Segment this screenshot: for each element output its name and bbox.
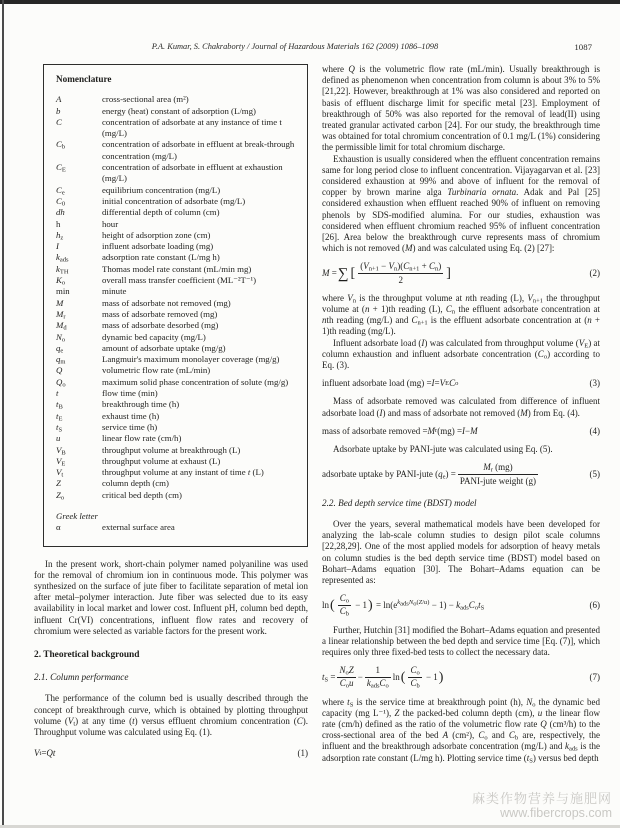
nomenclature-definition: critical bed depth (cm): [102, 489, 182, 500]
equation-1: [34, 748, 308, 759]
nomenclature-symbol: α: [56, 522, 61, 533]
influent-load-paragraph: Influent adsorbate load (I) was calculated from throughput volume $(V_E)$ at column exhaustion and influent adsorbate concentration $(C_o)$ according to Eq. (3).: [322, 337, 600, 371]
nomenclature-row: [56, 252, 295, 263]
equation-2-lhs: M =: [322, 268, 337, 279]
equation-5: [322, 462, 600, 486]
nomenclature-definition: mass of adsorbate removed (mg): [102, 308, 218, 319]
nomenclature-row: [56, 411, 295, 422]
nomenclature-definition: height of adsorption zone (cm): [102, 229, 211, 240]
fraction-denominator: PANI-jute weight (g): [459, 475, 537, 486]
nomenclature-row: [56, 106, 295, 117]
equation-5-fraction: [458, 462, 538, 486]
nomenclature-symbol: $M_r$: [56, 308, 66, 321]
nomenclature-definition: Langmuir's maximum monolayer coverage (mg/g): [102, 354, 280, 365]
nomenclature-row: [56, 388, 295, 399]
nomenclature-row: [56, 196, 295, 207]
nomenclature-row: [56, 490, 295, 501]
watermark-chinese-text: 麻类作物营养与施肥网: [471, 791, 612, 806]
nomenclature-row: [56, 117, 295, 140]
section-2-heading: 2. Theoretical background: [34, 650, 140, 660]
nomenclature-row: [56, 230, 295, 241]
nomenclature-symbol: $t_B$: [56, 399, 63, 411]
nomenclature-row: [56, 207, 295, 218]
equation-3: [322, 378, 600, 389]
scan-border-left: [2, 0, 4, 828]
nomenclature-symbol: $M_d$: [56, 320, 67, 332]
scan-border-top: [0, 0, 620, 4]
sigma-symbol: ∑: [337, 266, 349, 283]
nomenclature-row: [56, 354, 295, 365]
nomenclature-definition: minute: [102, 286, 127, 297]
page-number: 1087: [574, 42, 592, 52]
nomenclature-definition: cross-sectional area (m²): [102, 94, 189, 105]
nomenclature-row: [56, 377, 295, 388]
fraction-numerator: $C_o$: [410, 665, 420, 677]
nomenclature-row: [56, 94, 295, 105]
uptake-paragraph: Adsorbate uptake by PANI-jute was calculated using Eq. (5).: [333, 444, 553, 455]
equation-7-lhs: $t_S$ =: [322, 671, 336, 684]
nomenclature-row: [56, 139, 295, 162]
nomenclature-row: [56, 264, 295, 275]
nomenclature-definition: exhaust time (h): [102, 410, 160, 421]
nomenclature-definition: throughput volume at exhaust (L): [102, 455, 221, 466]
minus-operator: −: [357, 671, 363, 682]
watermark: [472, 792, 612, 820]
left-paren: (: [330, 597, 335, 613]
nomenclature-definition: external surface area: [102, 522, 175, 533]
nomenclature-row: [56, 422, 295, 433]
equation-5-body: [322, 462, 540, 486]
nomenclature-definition: service time (h): [102, 421, 158, 432]
equation-2-fraction: [358, 261, 443, 285]
hutchin-paragraph: Further, Hutchin [31] modified the Bohart–Adams equation and presented a linear relationship between the bed depth and service time [Eq. (7)], which requires only three fixed-bed tests to collect the necessary data.: [322, 624, 600, 657]
right-bracket: ]: [446, 266, 451, 282]
nomenclature-row: [56, 162, 295, 185]
ln-operator: ln: [322, 599, 330, 610]
nomenclature-symbol: C: [56, 116, 62, 127]
nomenclature-definition: differential depth of column (cm): [102, 207, 220, 218]
left-column: [34, 64, 308, 766]
nomenclature-definition: column depth (cm): [102, 478, 169, 489]
running-head-citation: P.A. Kumar, S. Chakraborty / Journal of Hazardous Materials 162 (2009) 1086–1098: [151, 42, 439, 51]
nomenclature-symbol: $q_e$: [56, 342, 64, 355]
fraction-denominator: $k_{ads}C_o$: [366, 678, 389, 690]
equation-3-number: (3): [589, 378, 600, 389]
nomenclature-symbol: I: [56, 241, 59, 252]
left-bracket: [: [350, 266, 356, 282]
nomenclature-definition: volumetric flow rate (mL/min): [102, 365, 211, 376]
equation-6: [322, 593, 600, 617]
nomenclature-row: [56, 275, 295, 286]
nomenclature-symbol: b: [56, 105, 61, 116]
nomenclature-symbol: $V_t$: [56, 467, 64, 479]
equation-7-post: − 1: [423, 671, 438, 682]
equation-2: [322, 261, 600, 285]
exhaustion-paragraph: Exhaustion is usually considered when the effluent concentration remains same for long period close to influent concentration. Vijayagarvan et al. [23] considered exhaustion at 99% and above of influent for the removal of copper by brown marine alga Turbinaria ornata. Adak and Pal [25] considered exhaustion when effluent reached 90% of influent on removing phenols by SDS-modified alumina. For our studies, exhaustion was considered when effluent chromium reached 95% of influent concentration [26]. Area below the breakthrough curve represents mass of chromium which is not removed (M) and was calculated using Eq. (2) [27]:: [322, 153, 600, 254]
nomenclature-symbol: min: [56, 286, 70, 297]
nomenclature-definition: throughput volume at breakthrough (L): [102, 444, 241, 455]
nomenclature-definition: hour: [102, 218, 119, 229]
nomenclature-row: [56, 445, 295, 456]
equation-4-number: (4): [589, 425, 600, 436]
section-2-1-heading: 2.1. Column performance: [34, 672, 129, 683]
nomenclature-definition: concentration of adsorbate at any instance of time t (mg/L): [102, 116, 282, 139]
fraction-numerator: $C_o$: [339, 593, 349, 605]
nomenclature-row: [56, 456, 295, 467]
bdst-intro-paragraph: Over the years, several mathematical models have been developed for analyzing the lab-scale column studies to design pilot scale columns [22,28,29]. One of the most applied models for adsorption of heavy metals on column studies is the bed depth service time (BDST) model based on Bohart–Adams equation [30]. The Bohart–Adams equation can be represented as:: [322, 518, 600, 585]
fraction-numerator: $N_oZ$: [339, 665, 354, 677]
nomenclature-row: [56, 320, 295, 331]
equation-5-number: (5): [589, 468, 600, 479]
nomenclature-symbol: Q: [56, 365, 63, 376]
nomenclature-symbol: $C_b$: [56, 139, 66, 151]
nomenclature-symbol: $V_B$: [56, 444, 66, 456]
nomenclature-definition: adsorption rate constant (L/mg h): [102, 252, 220, 263]
intro-paragraph: In the present work, short-chain polymer named polyaniline was used for the removal of chromium ion in continuous mode. This polymer was synthesized on the surface of jute fiber to facilitate separation of metal ion after metal–polymer interaction. Jute fiber was selected due to its easy availability in local market and lower cost. Influent pH, column bed depth, influent Cr(VI) concentrations, influent flow rates and recovery of chromium were selected as variable factors for the present work.: [34, 558, 308, 636]
nomenclature-row: [56, 185, 295, 196]
equation-7-body: [322, 665, 444, 689]
fraction-denominator: $C_ou$: [339, 678, 354, 690]
nomenclature-row: [56, 286, 295, 297]
equation-2-body: [322, 261, 452, 285]
nomenclature-symbol: $t_S$: [56, 421, 63, 434]
nomenclature-definition: linear flow rate (cm/h): [102, 433, 182, 444]
greek-letter-header: Greek letter: [56, 510, 98, 521]
nomenclature-row: [56, 298, 295, 309]
equation-5-lhs: adsorbate uptake by PANI-jute $(q_e)$ =: [322, 468, 456, 481]
equation-4: [322, 426, 600, 437]
nomenclature-row: [56, 241, 295, 252]
equation-1-body: V t = Qt: [34, 748, 56, 759]
fraction-denominator: 2: [398, 274, 403, 285]
nomenclature-symbol: h: [56, 218, 61, 229]
left-paren: (: [400, 669, 406, 685]
fraction-numerator: 1: [365, 665, 391, 678]
equation-6-body: [322, 593, 484, 617]
nomenclature-symbol: $V_E$: [56, 455, 66, 468]
equation-1-number: (1): [297, 748, 308, 759]
nomenclature-definition: breakthrough time (h): [102, 399, 180, 410]
nomenclature-definition: amount of adsorbate uptake (mg/g): [102, 342, 226, 353]
nomenclature-symbol: $q_m$: [56, 354, 66, 366]
equation-7-fraction-1: [337, 665, 355, 689]
nomenclature-title: Nomenclature: [56, 74, 112, 84]
reading-definition-paragraph: where $V_n$ is the throughput volume at nth reading (L), $V_{n+1}$ the throughput volume at (n + 1)th reading (L), $C_n$ the effluent adsorbate concentration at nth reading (mg/L) and $C_{n+1}$ is the effluent adsorbate concentration at (n + 1)th reading (mg/L).: [322, 292, 600, 337]
nomenclature-symbol: $C_e$: [56, 184, 65, 197]
nomenclature-definition: concentration of adsorbate in effluent at break-through concentration (mg/L): [102, 139, 295, 161]
nomenclature-symbol: Z: [56, 478, 61, 489]
nomenclature-symbol: M: [56, 297, 64, 308]
nomenclature-symbol: t: [56, 388, 59, 399]
nomenclature-row: [56, 219, 295, 230]
nomenclature-symbol: $t_E$: [56, 410, 63, 423]
equation-6-fraction: [338, 593, 351, 617]
fraction-denominator: $C_b$: [339, 606, 349, 618]
nomenclature-definition: Thomas model rate constant (mL/min mg): [102, 263, 252, 274]
breakthrough-paragraph: where Q is the volumetric flow rate (mL/min). Usually breakthrough is defined as phenomenon when concentration from column is about 3% to 5% [21,22]. However, breakthrough at 1% was also considered and reported on basis of effluent discharge limit for specific metal [23]. Employment of breakthrough of 50% was also reported for the removal of lead(II) using treated granular activated carbon [24]. For our study, the breakthrough time was obtained for total chromium concentration of 0.1 mg/L (1%) considering the permissible limit for total chromium discharge.: [322, 64, 600, 153]
nomenclature-row: [56, 343, 295, 354]
nomenclature-symbol: $h_z$: [56, 229, 64, 242]
ln-operator: ln: [392, 671, 400, 682]
nomenclature-symbol: dh: [56, 207, 65, 218]
section-2-2-heading: 2.2. Bed depth service time (BDST) model: [322, 497, 477, 508]
equation-2-number: (2): [589, 268, 600, 279]
nomenclature-symbol: A: [56, 94, 62, 105]
equation-7-fraction-3: [408, 665, 421, 689]
nomenclature-definition: concentration of adsorbate in effluent at exhaustion (mg/L): [102, 162, 283, 184]
nomenclature-row: [56, 433, 295, 444]
nomenclature-row: [56, 399, 295, 410]
nomenclature-definition: maximum solid phase concentration of solute (mg/g): [102, 376, 289, 387]
nomenclature-definition: dynamic bed capacity (mg/L): [102, 331, 206, 342]
nomenclature-row: [56, 332, 295, 343]
right-paren: ): [438, 669, 444, 685]
equation-4-body: mass of adsorbate removed = M r (mg) = I − M: [322, 425, 478, 436]
nomenclature-symbol: u: [56, 433, 61, 444]
nomenclature-definition: overall mass transfer coefficient (ML⁻²T⁻¹): [102, 275, 257, 286]
nomenclature-row: [56, 365, 295, 376]
nomenclature-definition: energy (heat) constant of adsorption (L/mg): [102, 105, 256, 116]
equation-7: [322, 665, 600, 689]
column-performance-paragraph: The performance of the column bed is usually described through the concept of breakthrough curve, which is obtained by plotting throughput volume $(V_t)$ at any time (t) versus effluent chromium concentration (C). Throughput volume was calculated using Eq. (1).: [34, 693, 308, 738]
equation-7-number: (7): [589, 671, 600, 682]
nomenclature-row: [56, 467, 295, 478]
nomenclature-symbol: $k_{ads}$: [56, 252, 69, 264]
nomenclature-symbol: $k_{TH}$: [56, 263, 69, 276]
equation-6-lhs-post: − 1: [352, 599, 368, 610]
equation-7-fraction-2: [365, 665, 391, 689]
right-paren: ): [368, 597, 373, 613]
greek-letter-list: [56, 522, 295, 533]
equation-3-body: influent adsorbate load (mg) = I = V E C o: [322, 378, 459, 389]
nomenclature-row: [56, 309, 295, 320]
nomenclature-symbol: $K_o$: [56, 275, 66, 287]
nomenclature-symbol: $N_o$: [56, 331, 66, 344]
nomenclature-symbol: $Z_o$: [56, 489, 65, 502]
mass-removed-paragraph: Mass of adsorbate removed was calculated from difference of influent adsorbate load (I) and mass of adsorbate not removed (M) from Eq. (4).: [322, 396, 600, 418]
nomenclature-list: [56, 94, 295, 501]
nomenclature-definition: initial concentration of adsorbate (mg/L): [102, 195, 246, 206]
watermark-url: www.fibercrops.com: [500, 806, 612, 820]
nomenclature-definition: mass of adsorbate not removed (mg): [102, 297, 231, 308]
fraction-denominator: $C_b$: [410, 678, 420, 690]
nomenclature-row: [56, 478, 295, 489]
nomenclature-symbol: $C_E$: [56, 162, 66, 174]
nomenclature-box: [43, 64, 308, 547]
nomenclature-symbol: $Q_o$: [56, 376, 66, 389]
nomenclature-definition: influent adsorbate loading (mg): [102, 241, 214, 252]
right-column: [322, 64, 600, 764]
nomenclature-definition: flow time (min): [102, 388, 158, 399]
nomenclature-definition: mass of adsorbate desorbed (mg): [102, 320, 219, 331]
equation-6-number: (6): [589, 599, 600, 610]
fraction-numerator: $M_r$ (mg): [458, 462, 538, 475]
equation-6-rhs: = $\ln(e^{k_{ads}N_o(Z/u)} - 1) - k_{ads}C_ot_S$: [373, 598, 485, 612]
bdst-terms-paragraph: where $t_S$ is the service time at breakthrough point (h), $N_o$ the dynamic bed capacity (mg L⁻¹), Z the packed-bed column depth (cm), u the linear flow rate (cm/h) defined as the ratio of the volumetric flow rate Q (cm³/h) to the cross-sectional area of the bed A (cm²), $C_o$ and $C_b$ are, respectively, the influent and the breakthrough adsorbate concentration (mg/L) and $k_{ads}$ is the adsorption rate constant (L/mg h). Plotting service time $(t_S)$ versus bed depth: [322, 696, 600, 765]
nomenclature-definition: equilibrium concentration (mg/L): [102, 184, 221, 195]
nomenclature-row: [56, 522, 295, 533]
nomenclature-definition: throughput volume at any instant of time t (L): [102, 467, 264, 478]
fraction-numerator: $(V_{n+1} - V_n)(C_{n+1} + C_n)$: [360, 261, 442, 273]
nomenclature-symbol: $C_0$: [56, 195, 66, 208]
